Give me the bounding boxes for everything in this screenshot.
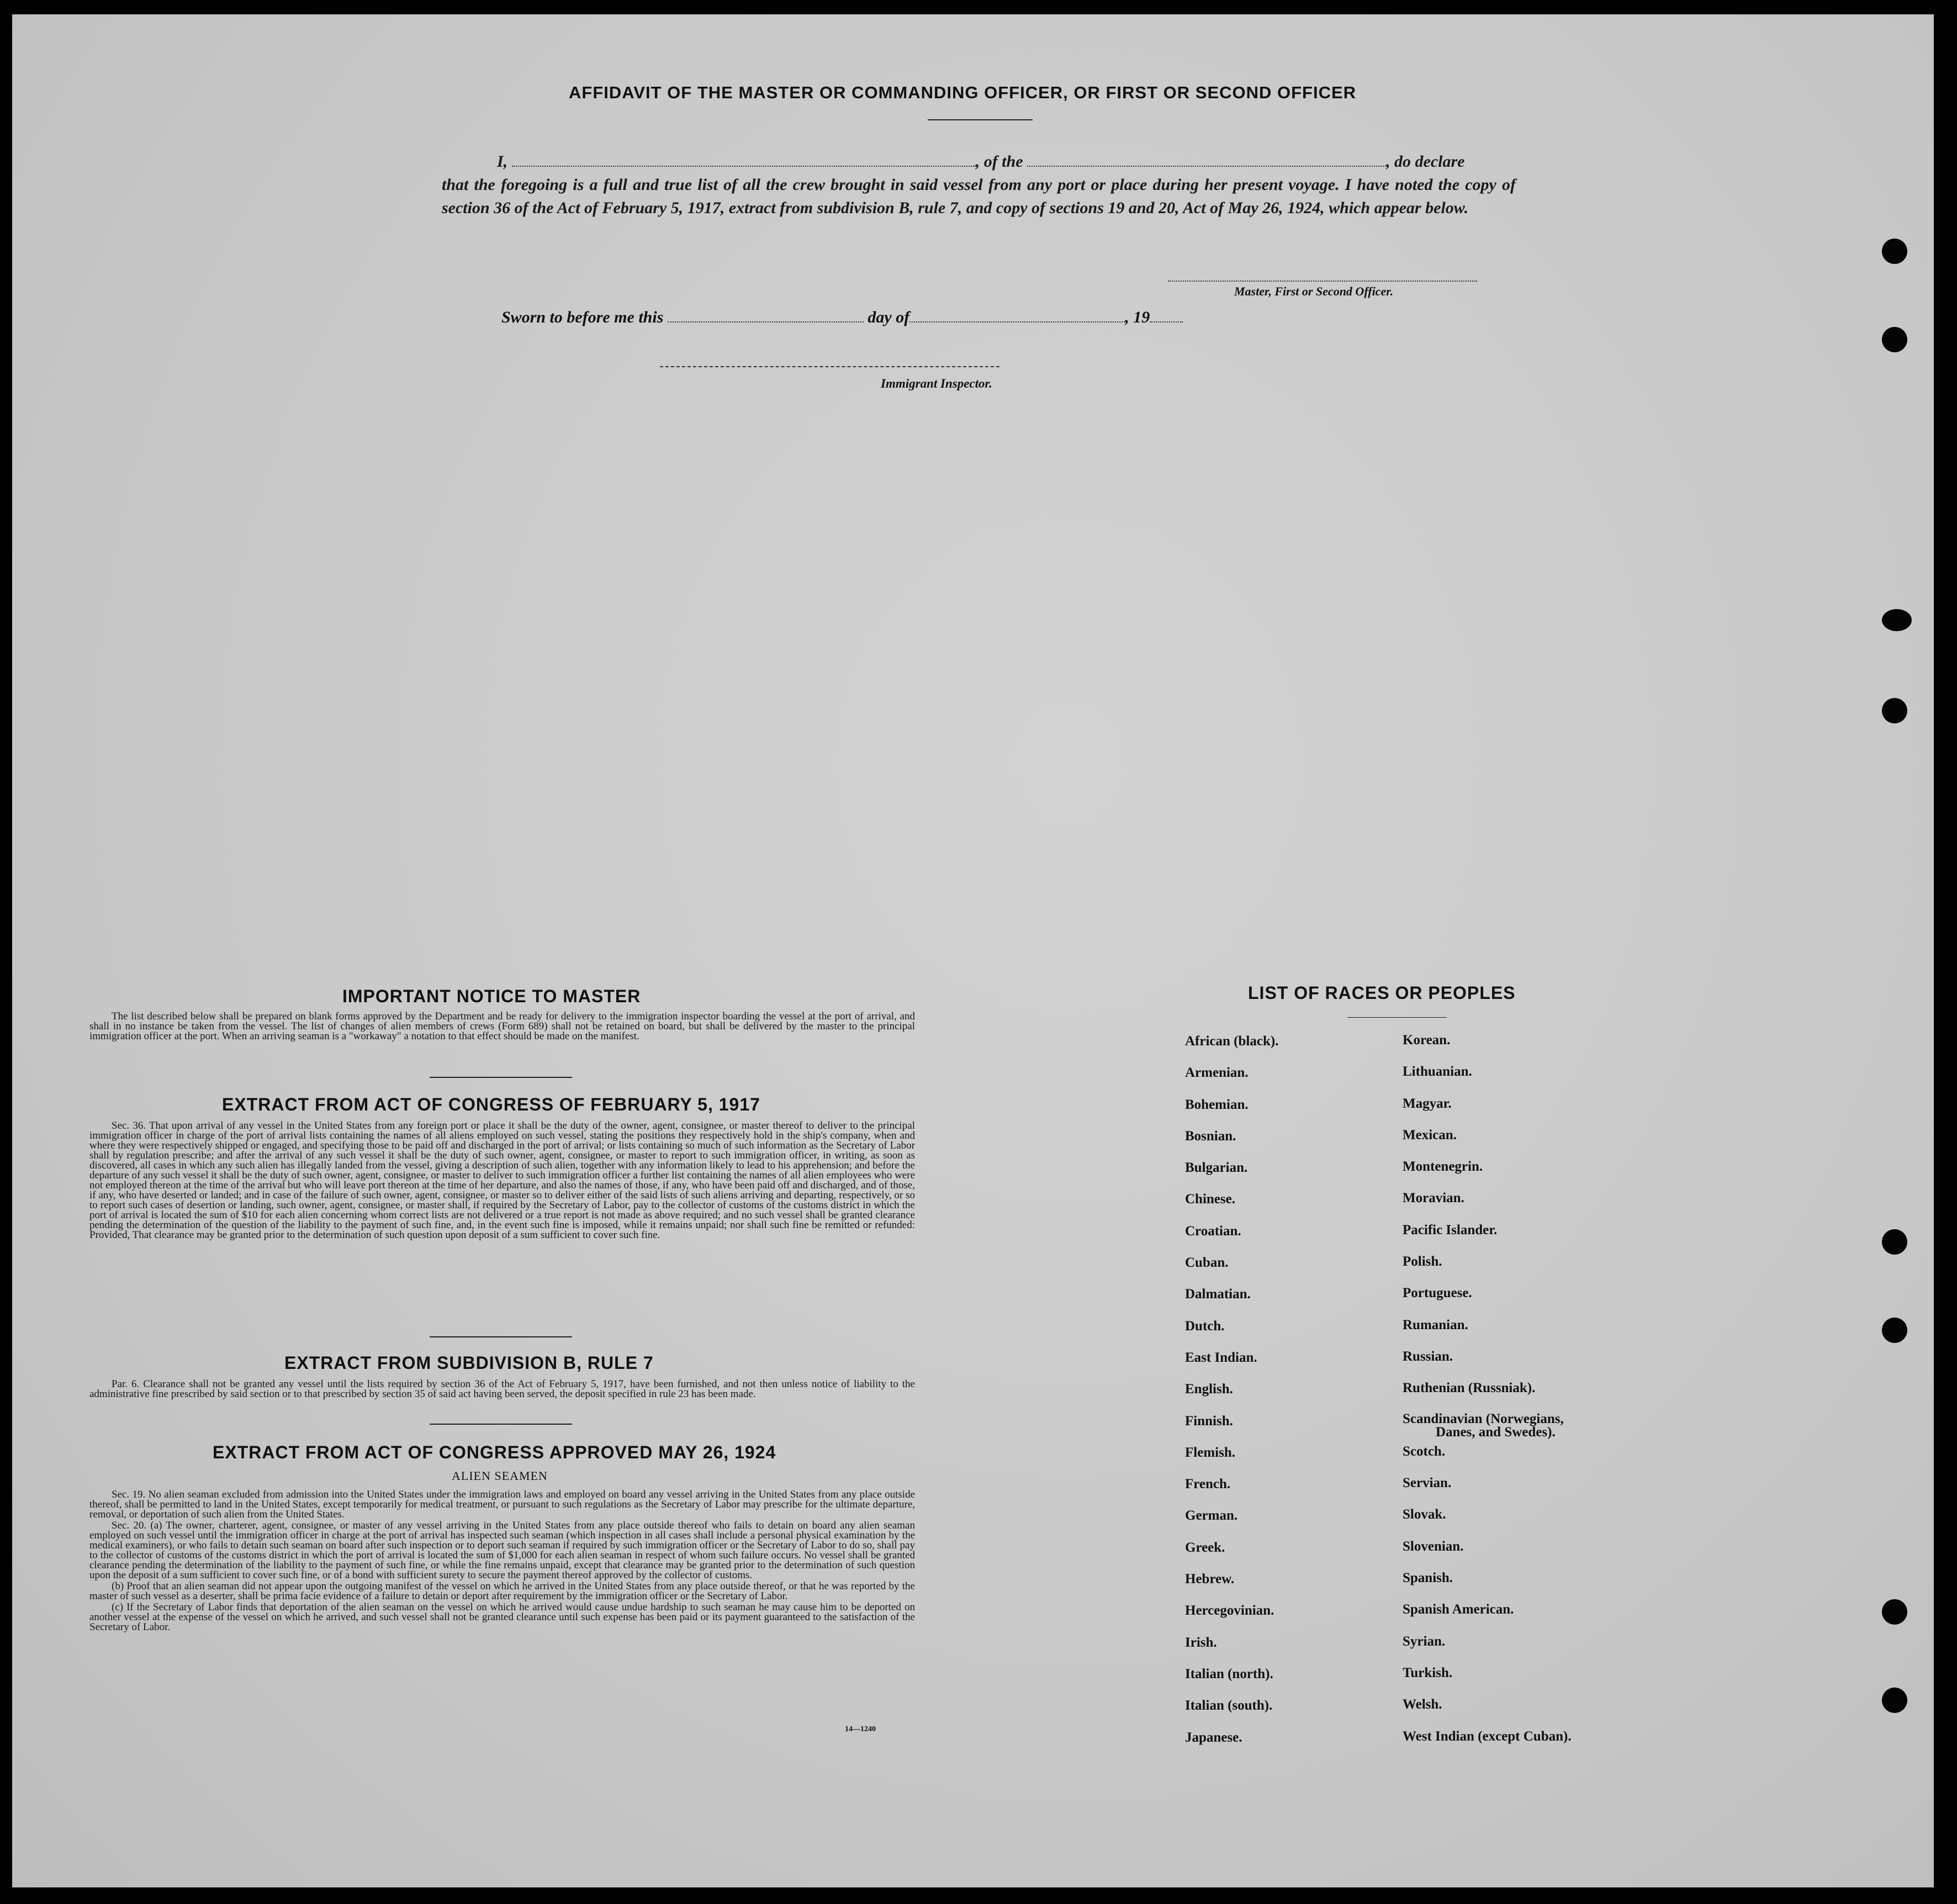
race-item: Spanish. — [1403, 1570, 1453, 1586]
race-item: Japanese. — [1185, 1730, 1242, 1745]
of-the-label: , of the — [975, 152, 1023, 171]
race-item: Bulgarian. — [1185, 1160, 1248, 1176]
alien-seamen-subtitle: ALIEN SEAMEN — [452, 1469, 548, 1483]
race-item: Turkish. — [1403, 1665, 1453, 1680]
race-item: Korean. — [1403, 1033, 1451, 1048]
affidavit-text: that the foregoing is a full and true list of all the crew brought in said vessel from any port or place during her present voyage. I have noted the copy of section 36 of the Act of February 5, 1917, extract from subdivision B, rule 7, and copy of sections 19 and 20, Act of May 26, 1924, which appear below. — [442, 176, 1516, 217]
rule7-text — [89, 1379, 915, 1400]
races-column-2 — [1403, 1033, 1572, 1760]
rule7-paragraph: Par. 6. Clearance shall not be granted any vessel until the lists required by section 36 of the Act of February 5, 1917, have been furnished, and not then unless notice of liability to the administrative fine prescribed by said section or to that prescribed by section 35 of said act having been served, the deposit specified in rule 23 has been made. — [89, 1378, 915, 1400]
extract-1924-text — [89, 1490, 915, 1633]
notice-text — [89, 1012, 915, 1043]
race-item: Spanish American. — [1403, 1602, 1514, 1617]
year-label: , 19 — [1125, 308, 1150, 326]
race-item-scandinavian-cont: Danes, and Swedes). — [1436, 1424, 1556, 1440]
race-item: Cuban. — [1185, 1255, 1229, 1271]
sec20c-paragraph: (c) If the Secretary of Labor finds that deportation of the alien seaman on the vessel on which he arrived would cause undue hardship to such seaman he may cause him to be deported on another vessel at the expense of the vessel on which he arrived, and such vessel shall not be granted clearance until such expense has been paid or its payment guaranteed to the satisfaction of the Secretary of Labor. — [89, 1601, 915, 1633]
i-label: I, — [497, 152, 508, 171]
race-item: Mexican. — [1403, 1127, 1457, 1143]
sec36-paragraph: Sec. 36. That upon arrival of any vessel in the United States from any foreign port or place it shall be the duty of the owner, agent, consignee, or master thereof to deliver to the principal immigration officer in charge of the port of arrival lists containing the names of all aliens employed on such vessel, stating the positions they respectively hold in the ship's company, when and where they were respectively shipped or engaged, and specifying those to be paid off and discharged in the port of arrival; or lists containing so much of such information as the Secretary of Labor shall by regulation prescribe; and after the arrival of any such vessel it shall be the duty of such owner, agent, consignee, or master to report to such immigration officer, in writing, as soon as discovered, all cases in which any such alien has illegally landed from the vessel, giving a description of such alien, together with any information likely to lead to his apprehension; and before the departure of any such vessel it shall be the duty of such owner, agent, consignee, or master to deliver to such immigration officer a further list containing the names of all alien employees who were not employed thereon at the time of the arrival but who will leave port thereon at the time of her departure, and also the names of those, if any, who have been paid off and discharged, and of those, if any, who have deserted or landed; and in case of the failure of such owner, agent, consignee, or master so to deliver either of the said lists of such aliens arriving and departing, respectively, or so to report such cases of desertion or landing, such owner, agent, consignee, or master shall, if required by the Secretary of Labor, pay to the collector of customs of the customs district in which the port of arrival is located the sum of $10 for each alien concerning whom correct lists are not delivered or a true report is not made as above required; and no such vessel shall be granted clearance pending the determination of the question of the liability to the payment of such fine, and, in the event such fine is imposed, while it remains unpaid; nor shall such fine be remitted or refunded: Provided, That clearance may be granted prior to the determination of such question upon deposit of a sum sufficient to cover such fine. — [89, 1120, 915, 1241]
race-item: Syrian. — [1403, 1633, 1446, 1649]
race-item: German. — [1185, 1508, 1238, 1524]
race-item-scandinavian: Scandinavian (Norwegians, — [1403, 1411, 1564, 1426]
race-item: Moravian. — [1403, 1191, 1464, 1206]
race-item: Lithuanian. — [1403, 1064, 1472, 1080]
race-item: English. — [1185, 1382, 1233, 1397]
race-item: Irish. — [1185, 1635, 1217, 1650]
race-item: East Indian. — [1185, 1350, 1257, 1365]
sec19-paragraph: Sec. 19. No alien seaman excluded from admission into the United States under the immigration laws and employed on board any vessel arriving in the United States from any place outside thereof, shall be permitted to land in the United States, except temporarily for medical treatment, or pursuant to such regulations as the Secretary of Labor may prescribe for the ultimate departure, removal, or deportation of such alien from the United States. — [89, 1489, 915, 1520]
races-title: LIST OF RACES OR PEOPLES — [1248, 983, 1516, 1003]
race-item: Bohemian. — [1185, 1097, 1249, 1112]
race-item: Ruthenian (Russniak). — [1403, 1381, 1536, 1396]
race-item: Hercegovinian. — [1185, 1603, 1274, 1619]
rule7-title: EXTRACT FROM SUBDIVISION B, RULE 7 — [284, 1353, 654, 1373]
divider — [430, 1336, 572, 1337]
notice-title: IMPORTANT NOTICE TO MASTER — [342, 986, 641, 1006]
race-item: Italian (north). — [1185, 1666, 1273, 1681]
punch-hole — [1882, 327, 1907, 352]
inspector-signature-label: Immigrant Inspector. — [881, 377, 992, 390]
race-item: Finnish. — [1185, 1413, 1233, 1429]
race-item: Dutch. — [1185, 1318, 1225, 1334]
vessel-field[interactable] — [1027, 154, 1386, 167]
do-declare-label: , do declare — [1386, 152, 1465, 171]
sec20b-paragraph: (b) Proof that an alien seaman did not appear upon the outgoing manifest of the vessel on which he arrived in the United States from any place outside thereof, or that he was reported by the master of such vessel as a deserter, shall be prima facie evidence of a failure to detain or deport after requirement by the immigration officer or the Secretary of Labor. — [89, 1580, 915, 1602]
day-of-label: day of — [868, 308, 910, 326]
races-column-1 — [1185, 1034, 1278, 1762]
race-item: Russian. — [1403, 1348, 1453, 1364]
extract-1917-title: EXTRACT FROM ACT OF CONGRESS OF FEBRUARY 5, 1917 — [222, 1094, 760, 1114]
race-item: Pacific Islander. — [1403, 1222, 1498, 1237]
race-item: Montenegrin. — [1403, 1159, 1483, 1175]
race-item: Servian. — [1403, 1475, 1452, 1491]
punch-hole — [1882, 239, 1907, 264]
race-item — [1403, 1413, 1572, 1444]
race-item: Polish. — [1403, 1254, 1442, 1270]
race-item: African (black). — [1185, 1034, 1279, 1049]
name-field[interactable] — [512, 154, 976, 167]
race-item: Scotch. — [1403, 1443, 1446, 1459]
divider — [1347, 1017, 1447, 1018]
extract-1917-text — [89, 1121, 915, 1241]
race-item: West Indian (except Cuban). — [1403, 1728, 1572, 1744]
master-signature-line[interactable] — [1168, 281, 1477, 282]
day-field[interactable] — [668, 309, 864, 322]
race-item: Portuguese. — [1403, 1286, 1472, 1301]
punch-hole — [1882, 609, 1912, 631]
race-item: Croatian. — [1185, 1223, 1241, 1239]
race-item: Rumanian. — [1403, 1317, 1468, 1332]
punch-hole — [1882, 1688, 1907, 1713]
race-item: Italian (south). — [1185, 1698, 1273, 1713]
punch-hole — [1882, 698, 1907, 723]
race-item: Slovenian. — [1403, 1538, 1464, 1554]
month-field[interactable] — [909, 309, 1125, 322]
year-field[interactable] — [1150, 309, 1183, 322]
divider — [430, 1424, 572, 1425]
punch-hole — [1882, 1229, 1907, 1255]
master-signature-label: Master, First or Second Officer. — [1234, 284, 1394, 298]
affidavit-title: AFFIDAVIT OF THE MASTER OR COMMANDING OFFICER, OR FIRST OR SECOND OFFICER — [569, 83, 1357, 102]
sec20a-paragraph: Sec. 20. (a) The owner, charterer, agent, consignee, or master of any vessel arriving in the United States from any place outside thereof who fails to detain on board any alien seaman employed on such vessel until the immigration officer in charge at the port of arrival has inspected such seaman (which inspection in all cases shall include a personal physical examination by the medical examiners), or who fails to detain such seaman on board after such inspection or to deport such seaman if required by such immigration officer or the Secretary of Labor to do so, shall pay to the collector of customs of the customs district in which the port of arrival is located the sum of $1,000 for each alien seaman in respect of whom such failure occurs. No vessel shall be granted clearance pending the determination of the liability to the payment of such fine, or while the fine remains unpaid, except that clearance may be granted prior to the determination of such question upon the deposit of a sum sufficient to cover such fine, or of a bond with sufficient surety to secure the payment thereof approved by the collector of customs. — [89, 1520, 915, 1581]
punch-hole — [1882, 1318, 1907, 1343]
punch-hole — [1882, 1599, 1907, 1625]
race-item: Flemish. — [1185, 1445, 1235, 1460]
sworn-label: Sworn to before me this — [501, 308, 664, 326]
affidavit-body — [442, 150, 1519, 220]
extract-1924-title: EXTRACT FROM ACT OF CONGRESS APPROVED MAY 26, 1924 — [213, 1442, 776, 1462]
inspector-signature-line[interactable] — [660, 366, 999, 367]
race-item: French. — [1185, 1477, 1231, 1492]
race-item: Armenian. — [1185, 1065, 1249, 1081]
race-item: Chinese. — [1185, 1192, 1235, 1207]
race-item: Magyar. — [1403, 1096, 1452, 1111]
notice-paragraph: The list described below shall be prepared on blank forms approved by the Department and be ready for delivery to the immigration inspector boarding the vessel at the port of arrival, and shall in no instance be taken from the vessel. The list of changes of alien members of crews (Form 689) shall not be retained on board, but shall be delivered by the master to the principal immigration officer at the port. When an arriving seaman is a "workaway" a notation to that effect should be made on the manifest. — [89, 1011, 915, 1042]
race-item: Slovak. — [1403, 1507, 1446, 1522]
divider — [928, 119, 1033, 120]
race-item: Dalmatian. — [1185, 1287, 1251, 1302]
sworn-line — [501, 308, 1183, 327]
divider — [430, 1077, 572, 1078]
race-item: Bosnian. — [1185, 1128, 1236, 1144]
race-item: Greek. — [1185, 1540, 1225, 1555]
form-number: 14—1240 — [845, 1725, 876, 1733]
race-item: Hebrew. — [1185, 1572, 1235, 1587]
affidavit-first-line — [442, 150, 1519, 173]
race-item: Welsh. — [1403, 1697, 1442, 1712]
